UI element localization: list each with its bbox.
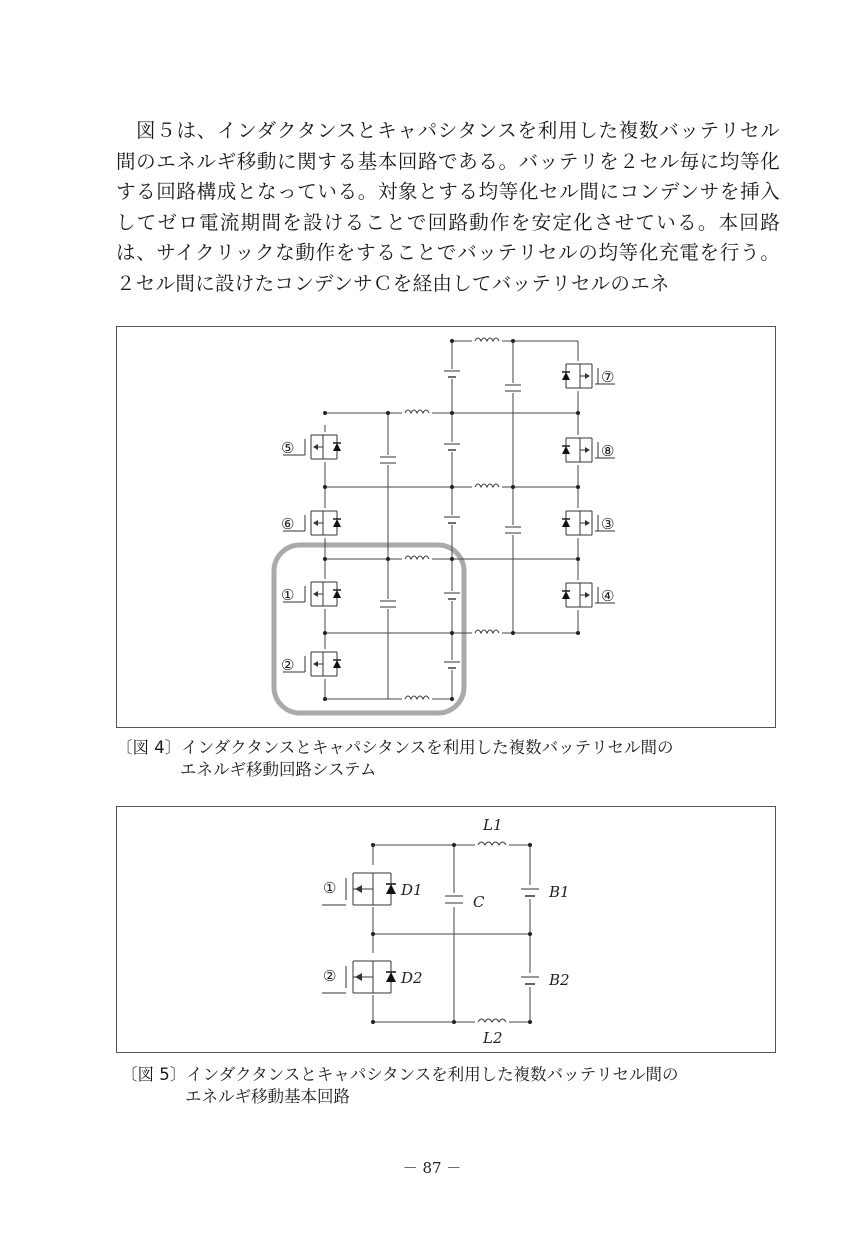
- figure-4-caption: [116, 737, 673, 781]
- label-l1: L1: [483, 816, 503, 834]
- label-sw8: ⑧: [601, 442, 615, 460]
- figure-4-caption-line1: 〔図 4〕インダクタンスとキャパシタンスを利用した複数バッテリセル間の: [116, 738, 674, 757]
- figure-4-circuit-system: [116, 326, 776, 728]
- label-b2: B2: [549, 971, 570, 989]
- label-sw2: ②: [323, 967, 337, 985]
- label-c: C: [473, 893, 485, 911]
- figure-5-basic-circuit: [116, 806, 776, 1053]
- body-paragraph: 図５は、インダクタンスとキャパシタンスを利用した複数バッテリセル間のエネルギ移動に関する基本回路である。バッテリを２セル毎に均等化する回路構成となっている。対象とする均等化セル間にコンデンサを挿入してゼロ電流期間を設けることで回路動作を安定化させている。本回路は、サイクリックな動作をすることでバッテリセルの均等化充電を行う。２セル間に設けたコンデンサＣを経由してバッテリセルのエネ: [116, 119, 780, 295]
- label-sw5: ⑤: [281, 439, 295, 457]
- highlight-ring: [274, 545, 464, 713]
- label-sw6: ⑥: [281, 515, 295, 533]
- label-sw7: ⑦: [601, 368, 615, 386]
- figure-4-caption-line2: エネルギ移動回路システム: [180, 760, 377, 779]
- fig5-wires: [373, 845, 530, 1022]
- label-sw1: ①: [281, 586, 295, 604]
- label-b1: B1: [549, 883, 570, 901]
- label-d1: D1: [401, 881, 423, 899]
- label-sw4: ④: [601, 587, 615, 605]
- label-l2: L2: [483, 1029, 503, 1047]
- figure-5-caption: [121, 1064, 678, 1108]
- battery-b2: [520, 973, 540, 987]
- battery-b1: [520, 885, 540, 899]
- page-number: － 87 －: [402, 1159, 462, 1177]
- capacitor-c: [444, 893, 464, 907]
- label-sw3: ③: [601, 515, 615, 533]
- label-sw2: ②: [281, 656, 295, 674]
- figure-5-caption-line2: エネルギ移動基本回路: [185, 1087, 350, 1106]
- figure-5-caption-line1: 〔図 5〕インダクタンスとキャパシタンスを利用した複数バッテリセル間の: [121, 1065, 679, 1084]
- label-d2: D2: [401, 969, 423, 987]
- label-sw1: ①: [323, 879, 337, 897]
- fig4-capacitors: [379, 383, 522, 609]
